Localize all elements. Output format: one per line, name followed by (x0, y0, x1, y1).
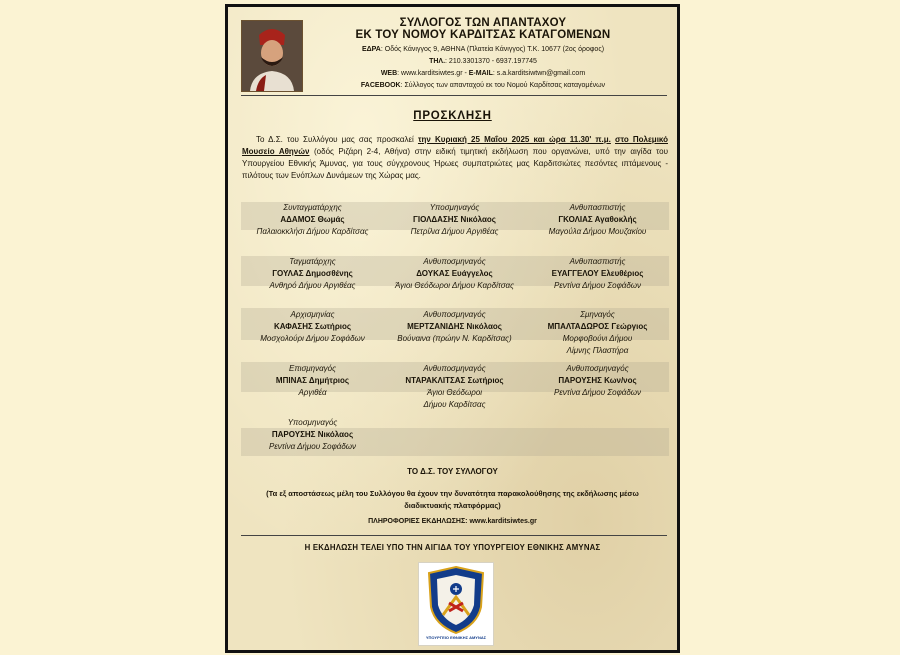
hero-rank: Ανθυποσμηναγός (423, 364, 486, 373)
fallen-pilots-list (241, 198, 669, 456)
hero-rank: Ταγματάρχης (289, 257, 336, 266)
hero-entry (383, 256, 526, 292)
hero-rank: Σμηναγός (580, 310, 615, 319)
email-label: E-MAIL (468, 70, 493, 77)
hero-origin: Πετρίλια Δήμου Αργιθέας (410, 227, 499, 236)
hero-origin: Ρεντίνα Δήμου Σοφάδων (268, 442, 357, 451)
hero-name: ΓΚΟΛΙΑΣ Αγαθοκλής (558, 215, 637, 224)
phone-text: : 210.3301370 - 6937.197745 (445, 58, 537, 65)
event-date-time: την Κυριακή 25 Μαΐου 2025 και ώρα 11.30' π.μ. (417, 135, 611, 144)
hero-origin: Ρεντίνα Δήμου Σοφάδων (553, 388, 642, 397)
paragraph-body: (οδός Ριζάρη 2-4, Αθήνα) στην ειδική τιμητική εκδήλωση που οργανώνει, υπό την αιγίδα του Υπουργείου Εθνικής Άμυνας, για τους σύγχρονους Ήρωες συμπατριώτες μας Καρδιτσιώτες πεσόντες ιπτάμενους - πιλότους των Ενόπλων Δυνάμεων της Χώρας μας. (242, 147, 669, 180)
hero-entry (241, 363, 384, 399)
hero-rank: Ανθυποσμηναγός (423, 310, 486, 319)
hero-entry (241, 417, 384, 453)
portrait-icon (241, 20, 303, 92)
invitation-title: ΠΡΟΣΚΛΗΣΗ (413, 110, 492, 122)
hero-rank: Ανθυποσμηναγός (423, 257, 486, 266)
address-line (313, 44, 653, 56)
hero-rank: Υποσμηναγός (287, 418, 338, 427)
invitation-paragraph (242, 134, 668, 182)
hero-entry (383, 309, 526, 345)
web-email-line (313, 68, 653, 80)
hero-entry (526, 256, 669, 292)
hero-entry (526, 309, 669, 357)
board-signature: ΤΟ Δ.Σ. ΤΟΥ ΣΥΛΛΟΓΟΥ (407, 467, 498, 476)
hero-name: ΔΟΥΚΑΣ Ευάγγελος (416, 269, 493, 278)
web-text: : www.karditsiwtes.gr - (397, 70, 469, 77)
remote-attendance-note: (Τα εξ αποστάσεως μέλη του Συλλόγου θα έχουν την δυνατότητα παρακολούθησης της εκδήλωσης μέσω διαδικτυακής πλατφόρμας) (266, 489, 639, 510)
hero-origin-cont: Δήμου Καρδίτσας (423, 400, 486, 409)
ministry-caption: ΥΠΟΥΡΓΕΙΟ ΕΘΝΙΚΗΣ ΑΜΥΝΑΣ (425, 635, 487, 640)
facebook-text: : Σύλλογος των απανταχού εκ του Νομού Καρδίτσας καταγομένων (400, 82, 606, 89)
hero-rank: Ανθυπασπιστής (569, 257, 626, 266)
hero-name: ΜΠΙΝΑΣ Δημήτριος (275, 376, 350, 385)
hero-origin: Βούναινα (πρώην Ν. Καρδίτσας) (397, 334, 512, 343)
hero-origin: Μοσχολούρι Δήμου Σοφάδων (260, 334, 365, 343)
address-text: : Οδός Κάνιγγος 9, ΑΘΗΝΑ (Πλατεία Κάνιγγος) Τ.Κ. 10677 (2ος όροφος) (380, 46, 605, 53)
hero-entry (526, 363, 669, 399)
hero-name: ΚΑΦΑΣΗΣ Σωτήριος (273, 322, 352, 331)
facebook-label: FACEBOOK (360, 82, 401, 89)
phone-line (313, 56, 653, 68)
hero-rank: Υποσμηναγός (429, 203, 480, 212)
hero-entry (241, 256, 384, 292)
hero-rank: Συνταγματάρχης (283, 203, 342, 212)
association-name-line2: ΕΚ ΤΟΥ ΝΟΜΟΥ ΚΑΡΔΙΤΣΑΣ ΚΑΤΑΓΟΜΕΝΩΝ (355, 29, 611, 41)
email-text: : s.a.karditsiwtwn@gmail.com (492, 70, 586, 77)
hero-rank: Ανθυπασπιστής (569, 203, 626, 212)
hero-rank: Αρχισμηνίας (290, 310, 335, 319)
hero-entry (241, 202, 384, 238)
header-divider (241, 95, 667, 96)
hero-name: ΓΙΟΛΔΑΣΗΣ Νικόλαος (413, 215, 496, 224)
hero-name: ΑΔΑΜΟΣ Θωμάς (280, 215, 345, 224)
hero-origin: Μαγούλα Δήμου Μουζακίου (548, 227, 647, 236)
phone-label: ΤΗΛ. (429, 58, 446, 65)
hero-origin: Παλαιοκκλήσι Δήμου Καρδίτσας (256, 227, 369, 236)
patronage-statement: Η ΕΚΔΗΛΩΣΗ ΤΕΛΕΙ ΥΠΟ ΤΗΝ ΑΙΓΙΔΑ ΤΟΥ ΥΠΟΥΡΓΕΙΟΥ ΕΘΝΙΚΗΣ ΑΜΥΝΑΣ (304, 543, 601, 552)
paragraph-intro: Το Δ.Σ. του Συλλόγου μας σας προσκαλεί (256, 135, 418, 144)
hero-rank: Ανθυποσμηναγός (566, 364, 629, 373)
hero-name: ΠΑΡΟΥΣΗΣ Νικόλαος (271, 430, 354, 439)
ministry-emblem-icon (418, 562, 494, 646)
hero-entry (383, 363, 526, 411)
hero-entry (241, 309, 384, 345)
hero-name: ΓΟΥΛΑΣ Δημοσθένης (272, 269, 353, 278)
hero-name: ΕΥΑΓΓΕΛΟΥ Ελευθέριος (551, 269, 644, 278)
association-name-line1: ΣΥΛΛΟΓΟΣ ΤΩΝ ΑΠΑΝΤΑΧΟΥ (399, 17, 567, 29)
hero-origin: Ρεντίνα Δήμου Σοφάδων (553, 281, 642, 290)
association-header (313, 17, 653, 92)
event-venue: στο Πολεμικό Μουσείο Αθηνών (242, 135, 668, 156)
hero-origin-cont: Λίμνης Πλαστήρα (566, 346, 629, 355)
hero-name: ΠΑΡΟΥΣΗΣ Κων/νος (558, 376, 637, 385)
hero-origin: Μορφοβούνι Δήμου (562, 334, 633, 343)
hero-origin: Αργιθέα (298, 388, 327, 397)
hero-entry (383, 202, 526, 238)
web-label: WEB (380, 70, 398, 77)
hero-entry (526, 202, 669, 238)
hero-name: ΝΤΑΡΑΚΛΙΤΣΑΣ Σωτήριος (405, 376, 504, 385)
hero-rank: Επισμηναγός (288, 364, 337, 373)
hero-name: ΜΠΑΛΤΑΔΩΡΟΣ Γεώργιος (547, 322, 648, 331)
hero-origin: Ανθηρό Δήμου Αργιθέας (269, 281, 356, 290)
footer-divider (241, 535, 667, 536)
facebook-line (313, 80, 653, 92)
event-info-link: ΠΛΗΡΟΦΟΡΙΕΣ ΕΚΔΗΛΩΣΗΣ: www.karditsiwtes.gr (368, 518, 537, 525)
invitation-poster (225, 4, 680, 653)
hero-name: ΜΕΡΤΖΑΝΙΔΗΣ Νικόλαος (407, 322, 502, 331)
address-label: ΕΔΡΑ (361, 46, 381, 53)
hero-origin: Άγιοι Θεόδωροι (426, 388, 483, 397)
hero-origin: Άγιοι Θεόδωροι Δήμου Καρδίτσας (394, 281, 515, 290)
